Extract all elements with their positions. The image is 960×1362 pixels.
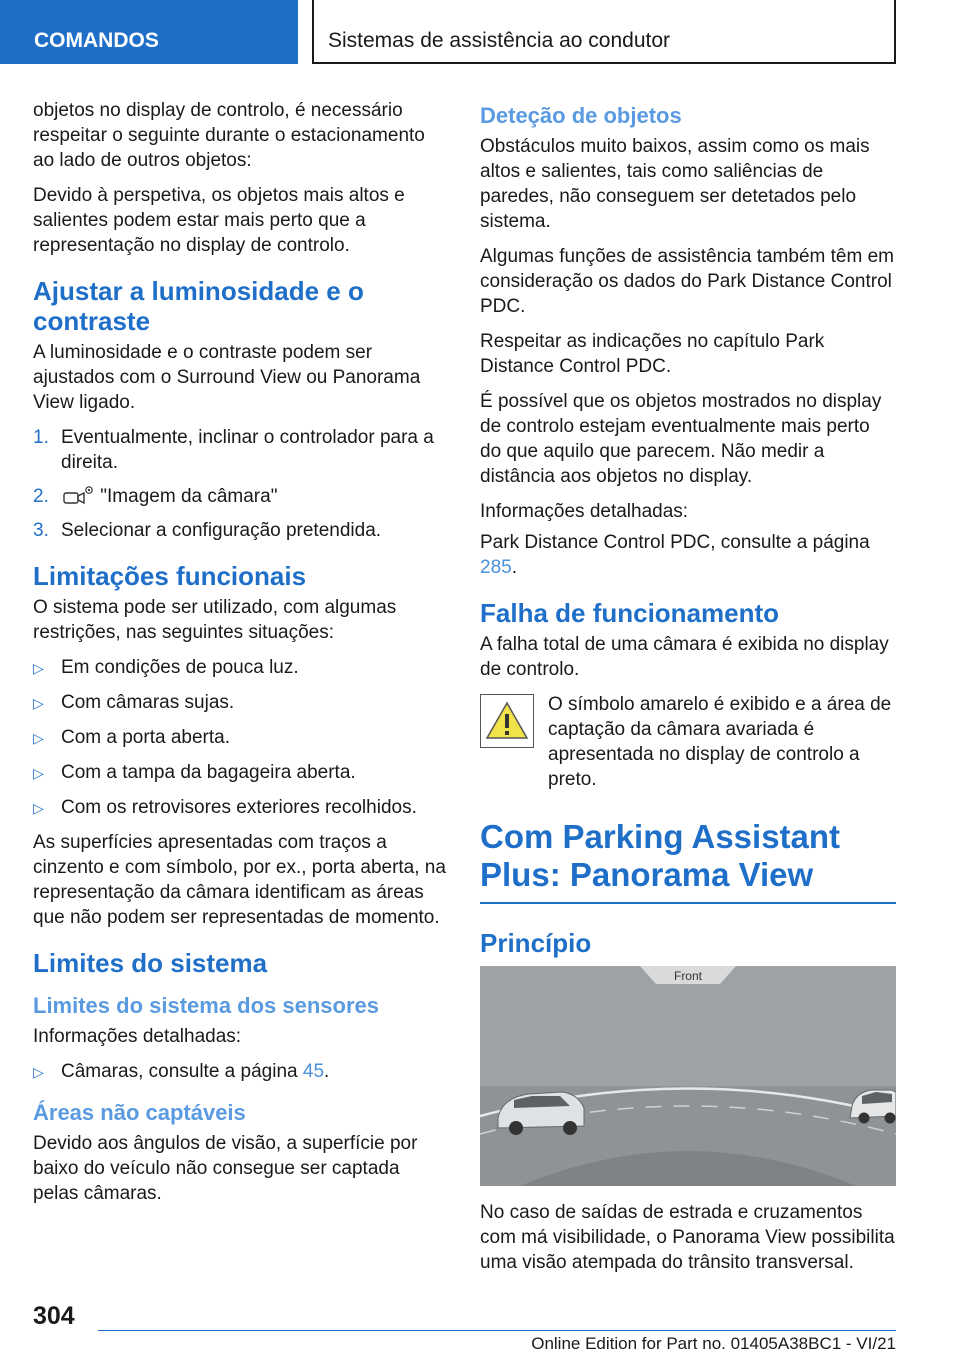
intro-paragraph-2: Devido à perspetiva, os objetos mais altos e salientes podem estar mais perto que a representação no display de controlo. [33,185,405,256]
front-label: Front [673,969,703,983]
list-item-text: Com câmaras sujas. [61,692,235,713]
left-column [33,98,449,1216]
step-number: 1. [33,427,49,448]
heading-limitations: Limitações funcionais [33,561,307,591]
heading-uncaptured-areas: Áreas não captáveis [33,1100,246,1125]
limitations-after: As superfícies apresentadas com traços a cinzento e com símbolo, por ex., porta aberta, na representação da câmara identificam as áreas que não podem ser representadas de momento. [33,832,446,928]
heading-object-detection: Deteção de objetos [480,103,682,128]
bullet-triangle-icon: ▷ [33,730,44,746]
step-text: "Imagem da câmara" [100,486,278,507]
right-column [480,102,896,1285]
principle-text: No caso de saídas de estrada e cruzamentos com má visibilidade, o Panorama View possibilita uma visão atempada do trânsito transversal. [480,1202,895,1273]
list-item [33,795,449,821]
footer-edition: Online Edition for Part no. 01405A38BC1 - VI/21 [531,1334,896,1353]
heading-sensor-limits: Limites do sistema dos sensores [33,993,380,1018]
step-text: Eventualmente, inclinar o controlador para a direita. [61,427,434,473]
step-number: 3. [33,520,49,541]
step-number: 2. [33,486,49,507]
heading-rule [480,902,896,904]
section-tab: COMANDOS [0,0,298,64]
heading-brightness: Ajustar a luminosidade e o contraste [33,276,364,336]
warning-note [480,692,896,792]
sensor-limits-text: Informações detalhadas: [33,1026,242,1047]
step-1 [33,425,449,475]
warning-symbol-frame [480,694,534,748]
detection-p1: Obstáculos muito baixos, assim como os mais altos e salientes, tais como saliências de paredes, não conseguem ser detetados pelo sistema. [480,136,870,232]
detection-p6 [480,530,896,580]
list-item [33,655,449,681]
step-text: Selecionar a configuração pretendida. [61,520,382,541]
bullet-triangle-icon: ▷ [33,695,44,711]
page-number: 304 [33,1302,75,1330]
period: . [324,1061,330,1082]
page-link[interactable]: 45 [302,1061,325,1082]
uncaptured-areas-text: Devido aos ângulos de visão, a superfície por baixo do veículo não consegue ser captada pelas câmaras. [33,1133,418,1204]
detection-p3: Respeitar as indicações no capítulo Park Distance Control PDC. [480,331,825,377]
list-item [33,1059,449,1085]
warning-triangle-icon [485,701,529,741]
heading-principle: Princípio [480,928,592,958]
heading-failure: Falha de funcionamento [480,598,780,628]
list-item-text: Câmaras, consulte a página [61,1061,303,1082]
warning-text: O símbolo amarelo é exibido e a área de captação da câmara avariada é apresentada no display de controlo a preto. [548,694,892,790]
list-item [33,760,449,786]
detection-p2: Algumas funções de assistência também têm em consideração os dados do Park Distance Control PDC. [480,246,894,317]
chapter-title: Sistemas de assistência ao condutor [312,0,896,64]
period: . [511,557,517,578]
page-link[interactable]: 285 [480,557,512,578]
footer-rule [98,1330,896,1331]
list-item-text: Em condições de pouca luz. [61,657,299,678]
bullet-triangle-icon: ▷ [33,765,44,781]
panorama-view-image [480,966,896,1186]
brightness-text: A luminosidade e o contraste podem ser ajustados com o Surround View ou Panorama View ligado. [33,342,421,413]
list-item-text: Com os retrovisores exteriores recolhidos. [61,797,417,818]
list-item [33,725,449,751]
step-3 [33,518,449,543]
detection-p4: É possível que os objetos mostrados no display de controlo estejam eventualmente mais perto do que aquilo que parecem. Não medir a distância aos objetos no display. [480,391,882,487]
step-2 [33,484,449,509]
list-item [33,690,449,716]
failure-text: A falha total de uma câmara é exibida no display de controlo. [480,634,889,680]
bullet-triangle-icon: ▷ [33,800,44,816]
camera-icon [61,484,95,506]
list-item-text: Com a porta aberta. [61,727,230,748]
detection-p5: Informações detalhadas: [480,501,689,522]
heading-system-limits: Limites do sistema [33,948,268,978]
list-item-text: Com a tampa da bagageira aberta. [61,762,356,783]
detection-p6-text: Park Distance Control PDC, consulte a página [480,532,870,553]
bullet-triangle-icon: ▷ [33,1064,44,1080]
limitations-text: O sistema pode ser utilizado, com algumas restrições, nas seguintes situações: [33,597,397,643]
heading-panorama-view: Com Parking Assistant Plus: Panorama View [480,818,841,893]
intro-paragraph-1: objetos no display de controlo, é necessário respeitar o seguinte durante o estacionamento ao lado de outros objetos: [33,100,425,171]
bullet-triangle-icon: ▷ [33,660,44,676]
